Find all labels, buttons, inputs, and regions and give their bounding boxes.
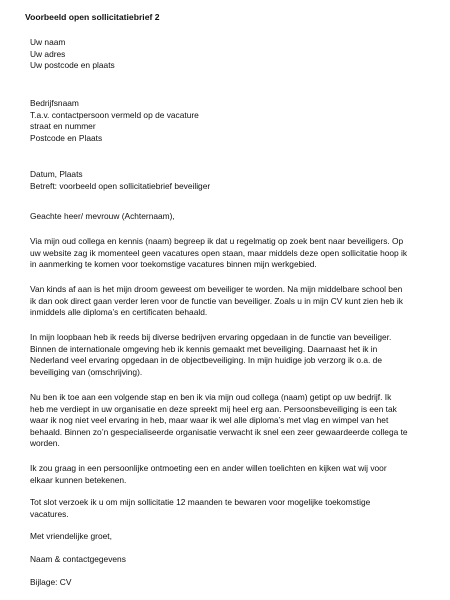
recipient-line: T.a.v. contactpersoon vermeld op de vacature — [30, 109, 199, 120]
recipient-line: Postcode en Plaats — [30, 132, 103, 143]
paragraph-line: Binnen de internationale omgeving heb ik kennis gemaakt met beveiliging. Daarnaast het ik in — [30, 343, 378, 354]
paragraph-3 — [30, 332, 435, 378]
salutation-text: Geachte heer/ mevrouw (Achternaam), — [30, 211, 175, 221]
paragraph-line: vacatures. — [30, 508, 69, 519]
paragraph-line: Nederland veel ervaring opgedaan in de objectbeveiliging. In mijn huidige job verzorg ik o.a. de — [30, 355, 382, 365]
paragraph-2 — [30, 284, 435, 319]
recipient-line: Bedrijfsnaam — [30, 98, 79, 108]
sender-address — [30, 37, 435, 72]
paragraph-line: Tot slot verzoek ik u om mijn sollicitatie 12 maanden te bewaren voor mogelijke toekomstige — [30, 497, 371, 507]
closing-text: Met vriendelijke groet, — [30, 531, 112, 541]
attachment — [30, 577, 435, 589]
paragraph-line: Van kinds af aan is het mijn droom geweest om beveiliger te worden. Na mijn middelbare school ben — [30, 284, 403, 294]
signature — [30, 554, 435, 566]
sender-line: Uw naam — [30, 37, 66, 47]
date-subject-block — [30, 169, 435, 192]
paragraph-line: beveiliging van (omschrijving). — [30, 366, 143, 377]
paragraph-line: uw website zag ik momenteel geen vacatures open staan, maar middels deze open sollicitatie hoop ik — [30, 247, 408, 258]
closing — [30, 531, 435, 543]
salutation — [30, 211, 435, 223]
recipient-address — [30, 98, 435, 144]
paragraph-line: Via mijn oud collega en kennis (naam) begreep ik dat u regelmatig op zoek bent naar beveiligers. Op — [30, 236, 404, 246]
paragraph-5 — [30, 463, 435, 486]
paragraph-line: in aanmerking te komen voor toekomstige vacatures binnen mijn werkgebied. — [30, 259, 317, 269]
paragraph-1 — [30, 236, 435, 271]
signature-text: Naam & contactgegevens — [30, 554, 126, 564]
paragraph-4 — [30, 392, 435, 450]
paragraph-line: Ik zou graag in een persoonlijke ontmoeting een en ander willen toelichten en kijken wat wij voor — [30, 463, 387, 473]
sender-line: Uw adres — [30, 48, 66, 59]
document-title: Voorbeeld open sollicitatiebrief 2 — [25, 12, 160, 22]
paragraph-line: elkaar kunnen betekenen. — [30, 474, 127, 485]
paragraph-line: heb me verdiept in uw organisatie en deze spreekt mij heel erg aan. Persoonsbeveiliging is een tak — [30, 403, 397, 414]
paragraph-line: ik dan ook direct gaan verder leren voor de functie van beveiliger. Zoals u in mijn CV kunt zien heb ik — [30, 295, 403, 306]
sender-line: Uw postcode en plaats — [30, 60, 115, 70]
paragraph-line: waar ik nog niet veel ervaring in heb, maar waar ik wel alle diploma’s met vlag en wimpel van het — [30, 415, 389, 425]
paragraph-line: inmiddels alle diploma’s en certificaten behaald. — [30, 307, 208, 317]
attachment-text: Bijlage: CV — [30, 577, 72, 587]
date-place: Datum, Plaats — [30, 169, 83, 179]
paragraph-line: In mijn loopbaan heb ik reeds bij diverse bedrijven ervaring opgedaan in de functie van beveiliger. — [30, 332, 392, 342]
recipient-line: straat en nummer — [30, 121, 96, 131]
paragraph-line: worden. — [30, 438, 60, 448]
subject-line: Betreft: voorbeeld open sollicitatiebrief beveiliger — [30, 180, 211, 191]
paragraph-6 — [30, 497, 435, 520]
paragraph-line: Nu ben ik toe aan een volgende stap en ben ik via mijn oud collega (naam) getipt op uw bedrijf. Ik — [30, 392, 392, 402]
paragraph-line: behaald. Binnen zo’n gespecialiseerde organisatie verwacht ik snel een zeer gewaardeerde collega te — [30, 426, 408, 437]
